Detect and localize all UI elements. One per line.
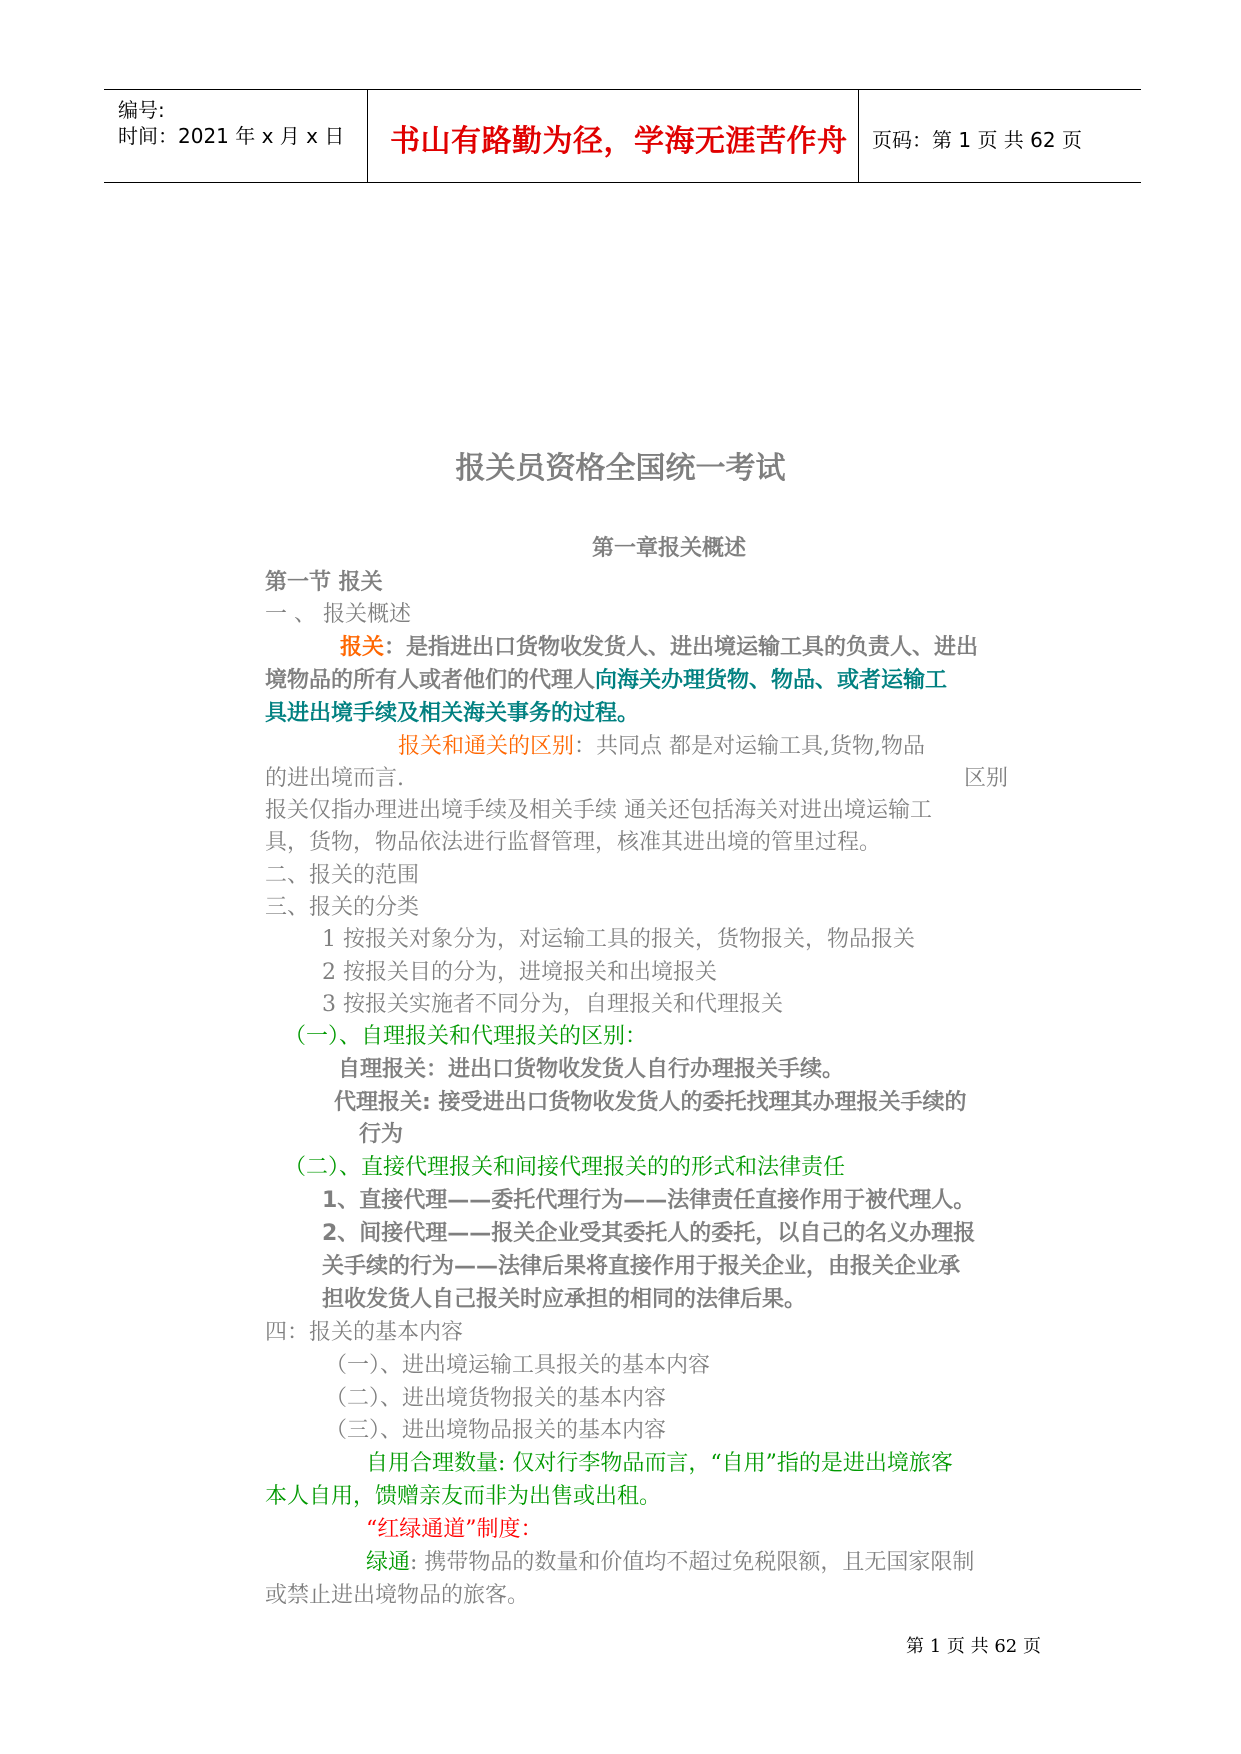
- doc-number-label: 编号:: [118, 98, 165, 122]
- body-line: 三、报关的分类: [265, 895, 420, 920]
- body-line: 1、直接代理——委托代理行为——法律责任直接作用于被代理人。: [322, 1188, 976, 1213]
- body-text: ：共同点 都是对运输工具,货物,物品: [574, 734, 925, 759]
- body-line: “红绿通道”制度：: [366, 1517, 543, 1542]
- body-line: 一 、 报关概述: [265, 602, 411, 627]
- body-line: 关手续的行为——法律后果将直接作用于报关企业，由报关企业承: [322, 1254, 961, 1279]
- body-line: 担收发货人自己报关时应承担的相同的法律后果。: [322, 1287, 807, 1312]
- body-line: 本人自用，馈赠亲友而非为出售或出租。: [265, 1484, 662, 1509]
- doc-time-label: 时间：2021 年 x 月 x 日: [118, 124, 345, 148]
- body-line: 二、报关的范围: [265, 863, 420, 888]
- definition-text: ：是指进出口货物收发货人、进出境运输工具的负责人、进出: [384, 635, 979, 660]
- body-line: 区别: [964, 766, 1009, 791]
- list-item: （二）、进出境货物报关的基本内容: [325, 1386, 667, 1411]
- list-item: 1 按报关对象分为，对运输工具的报关，货物报关，物品报关: [322, 927, 915, 952]
- header-divider-right: [858, 90, 859, 183]
- body-line: 自用合理数量: 仅对行李物品而言，“自用”指的是进出境旅客: [366, 1451, 953, 1476]
- body-line: [366, 1545, 974, 1576]
- body-line: 四：报关的基本内容: [265, 1320, 464, 1345]
- document-title: 报关员资格全国统一考试: [455, 451, 786, 486]
- body-line: 或禁止进出境物品的旅客。: [265, 1583, 530, 1608]
- term-green-channel: 绿通: [366, 1550, 411, 1575]
- body-line: [398, 729, 925, 760]
- header-divider-left: [367, 90, 368, 183]
- body-line: 代理报关: 接受进出口货物收发货人的委托找理其办理报关手续的: [334, 1090, 967, 1115]
- header-page-label: 页码：第 1 页 共 62 页: [872, 128, 1082, 152]
- subheading: （二）、直接代理报关和间接代理报关的的形式和法律责任: [284, 1155, 846, 1180]
- definition-text: 境物品的所有人或者他们的代理人: [265, 668, 596, 693]
- header-top-rule: [104, 89, 1141, 90]
- list-item: 3 按报关实施者不同分为，自理报关和代理报关: [322, 992, 783, 1017]
- body-line: 具，货物，物品依法进行监督管理，核准其进出境的管里过程。: [265, 830, 882, 855]
- list-item: （一）、进出境运输工具报关的基本内容: [325, 1353, 711, 1378]
- page-footer: 第 1 页 共 62 页: [906, 1636, 1041, 1657]
- body-line: 自理报关：进出口货物收发货人自行办理报关手续。: [338, 1057, 845, 1082]
- body-text: : 携带物品的数量和价值均不超过免税限额，且无国家限制: [410, 1550, 975, 1575]
- body-line: [340, 630, 978, 661]
- header-bottom-rule: [104, 182, 1141, 183]
- body-line: [265, 663, 947, 694]
- subheading: （一）、自理报关和代理报关的区别：: [284, 1024, 648, 1049]
- body-line: 2、间接代理——报关企业受其委托人的委托，以自己的名义办理报: [322, 1221, 976, 1246]
- term-difference: 报关和通关的区别: [398, 734, 575, 759]
- list-item: 2 按报关目的分为，进境报关和出境报关: [322, 960, 717, 985]
- body-line: 具进出境手续及相关海关事务的过程。: [265, 701, 640, 726]
- chapter-heading: 第一章报关概述: [592, 536, 747, 561]
- body-line: 的进出境而言.: [265, 766, 404, 791]
- term-baoguan: 报关: [340, 635, 385, 660]
- header-motto: 书山有路勤为径，学海无涯苦作舟: [390, 124, 848, 159]
- definition-highlight: 向海关办理货物、物品、或者运输工: [595, 668, 948, 693]
- body-line: 行为: [359, 1122, 404, 1147]
- body-line: 报关仅指办理进出境手续及相关手续 通关还包括海关对进出境运输工: [265, 798, 932, 823]
- section-heading: 第一节 报关: [265, 570, 383, 595]
- list-item: （三）、进出境物品报关的基本内容: [325, 1418, 667, 1443]
